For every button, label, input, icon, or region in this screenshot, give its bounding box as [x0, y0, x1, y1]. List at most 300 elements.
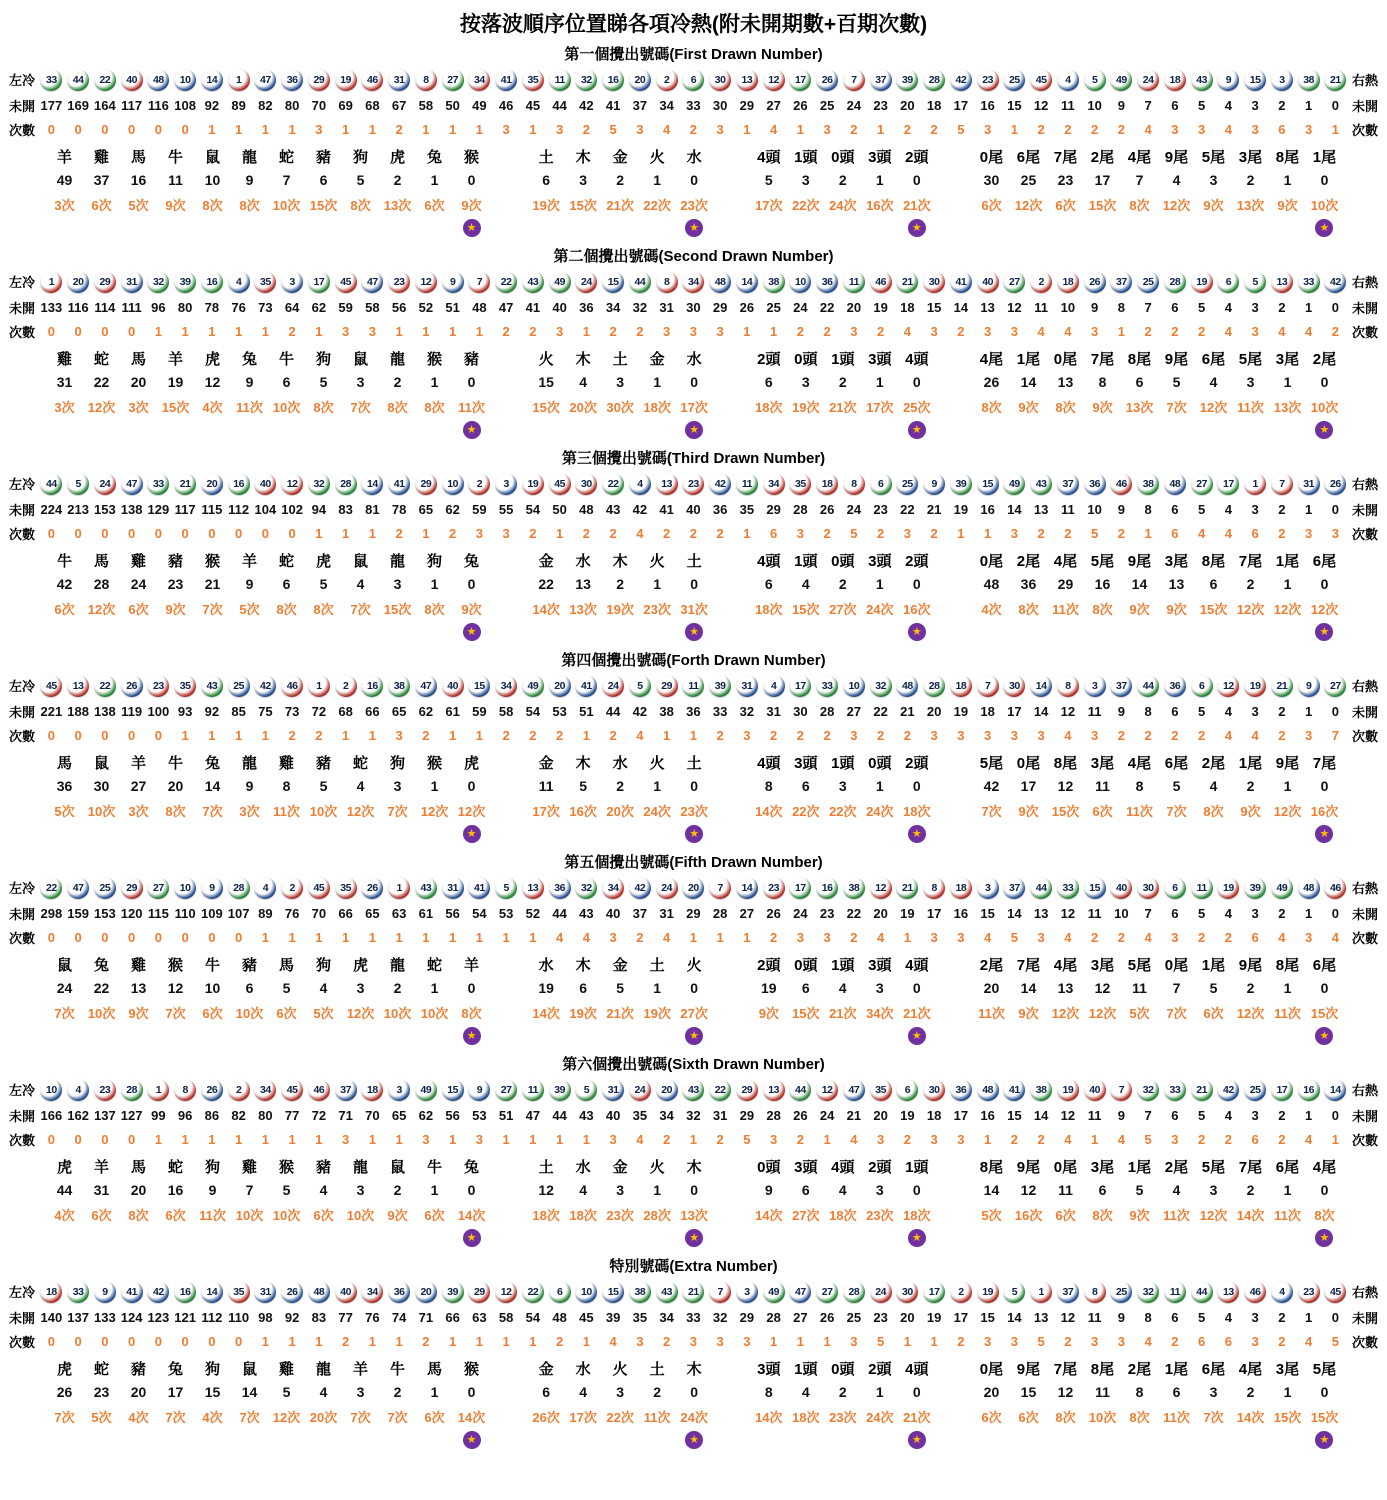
tm-row [0, 117, 1387, 141]
star-icon: ★ [463, 219, 481, 237]
times-count: 1 [181, 727, 189, 743]
not-drawn-count: 29 [686, 905, 701, 921]
not-drawn-count: 102 [281, 501, 303, 517]
not-drawn-count: 6 [1171, 905, 1179, 921]
times-count: 5 [1144, 1131, 1152, 1147]
group-value: 2 [393, 374, 402, 390]
group-times: 9次 [1277, 197, 1298, 213]
group-label: 7尾 [1238, 1158, 1263, 1176]
lottery-ball: 45 [308, 877, 330, 899]
group-label: 3頭 [868, 552, 892, 570]
not-drawn-count: 10 [1114, 905, 1129, 921]
group-value: 0 [912, 576, 921, 592]
not-drawn-count: 30 [793, 703, 808, 719]
not-drawn-count: 54 [472, 905, 487, 921]
not-drawn-count: 22 [873, 703, 888, 719]
not-drawn-count: 72 [311, 703, 327, 719]
not-drawn-count: 11 [1061, 97, 1075, 113]
lottery-ball: 33 [1298, 271, 1320, 293]
lottery-ball: 14 [361, 473, 383, 495]
not-drawn-count: 28 [766, 1107, 781, 1123]
times-count: 3 [1305, 929, 1313, 945]
group-value: 3 [393, 576, 402, 592]
group-value: 4 [579, 1182, 588, 1198]
times-count: 5 [1091, 525, 1099, 541]
times-count: 2 [422, 1333, 430, 1349]
times-count: 2 [1037, 121, 1045, 137]
section-title: 特別號碼(Extra Number) [609, 1258, 778, 1275]
row-label-right: 次數 [1351, 1334, 1378, 1350]
group-label: 4頭 [757, 754, 781, 772]
lottery-ball: 47 [121, 473, 143, 495]
sub-table [0, 1356, 1387, 1452]
not-drawn-count: 133 [94, 1309, 116, 1325]
tm-row [0, 1127, 1387, 1151]
group-value: 7 [282, 172, 291, 188]
group-value: 1 [875, 1384, 884, 1400]
not-drawn-count: 40 [686, 501, 701, 517]
group-label: 羊 [463, 956, 479, 974]
times-count: 4 [1305, 1131, 1313, 1147]
group-label: 鼠 [93, 754, 109, 772]
lottery-ball: 42 [709, 473, 731, 495]
not-drawn-count: 109 [201, 905, 223, 921]
times-count: 1 [288, 121, 296, 137]
lottery-ball: 20 [682, 877, 704, 899]
lottery-ball: 7 [468, 271, 490, 293]
not-drawn-count: 3 [1251, 1309, 1259, 1325]
group-value: 0 [690, 1182, 699, 1198]
times-count: 0 [74, 929, 82, 945]
group-value: 0 [912, 1182, 921, 1198]
group-times: 11次 [1274, 1207, 1301, 1223]
not-drawn-count: 12 [1060, 1107, 1076, 1123]
lottery-ball: 11 [843, 271, 865, 293]
times-count: 4 [609, 1333, 617, 1349]
not-drawn-count: 3 [1251, 501, 1259, 517]
lottery-ball: 43 [682, 1079, 704, 1101]
stat-group [46, 548, 490, 644]
group-label: 1頭 [831, 350, 855, 368]
times-count: 1 [154, 1131, 162, 1147]
group-label: 5尾 [1201, 148, 1226, 166]
group-value: 0 [912, 172, 921, 188]
lottery-ball: 40 [977, 271, 999, 293]
times-count: 4 [556, 929, 564, 945]
times-count: 4 [1278, 929, 1286, 945]
times-count: 4 [903, 323, 911, 339]
times-count: 2 [1117, 727, 1125, 743]
times-count: 2 [1278, 727, 1286, 743]
not-drawn-count: 162 [67, 1107, 89, 1123]
row-label-right: 未開 [1351, 906, 1378, 922]
times-count: 1 [1144, 525, 1152, 541]
group-times: 7次 [202, 601, 223, 617]
group-times: 15次 [532, 399, 560, 415]
times-count: 2 [903, 727, 911, 743]
group-value: 3 [356, 1384, 365, 1400]
group-value: 9 [764, 1182, 773, 1198]
nd-row [0, 699, 1387, 723]
lottery-ball: 7 [843, 69, 865, 91]
group-label: 6尾 [1275, 1158, 1300, 1176]
times-count: 2 [1224, 1131, 1232, 1147]
times-count: 1 [208, 121, 216, 137]
group-label: 羊 [241, 552, 257, 570]
group-times: 8次 [1092, 1207, 1113, 1223]
not-drawn-count: 98 [258, 1309, 273, 1325]
not-drawn-count: 74 [391, 1309, 407, 1325]
times-count: 4 [1064, 1131, 1072, 1147]
not-drawn-count: 89 [258, 905, 273, 921]
times-count: 2 [342, 1333, 350, 1349]
stat-group [750, 548, 935, 644]
lottery-ball: 14 [1030, 675, 1052, 697]
section [0, 43, 1387, 240]
not-drawn-count: 32 [712, 1309, 728, 1325]
group-times: 6次 [54, 601, 75, 617]
times-count: 6 [1251, 525, 1259, 541]
row-label-right: 未開 [1351, 704, 1378, 720]
lottery-ball: 1 [1030, 1281, 1052, 1303]
group-label: 7尾 [1016, 956, 1041, 974]
lottery-ball: 14 [736, 271, 758, 293]
lottery-ball: 5 [1003, 1281, 1025, 1303]
group-times: 19次 [643, 1005, 671, 1021]
lottery-ball: 43 [201, 675, 223, 697]
lottery-ball: 20 [549, 675, 571, 697]
group-label: 5尾 [1238, 350, 1263, 368]
times-count: 2 [1064, 1333, 1072, 1349]
group-label: 7尾 [1238, 552, 1263, 570]
group-label: 1尾 [1275, 552, 1300, 570]
times-count: 1 [288, 929, 296, 945]
stat-group [750, 346, 935, 442]
times-count: 0 [47, 323, 55, 339]
group-label: 7尾 [1053, 148, 1078, 166]
group-value: 11 [538, 778, 554, 794]
times-count: 1 [288, 1131, 296, 1147]
not-drawn-count: 6 [1171, 97, 1179, 113]
lottery-ball: 13 [656, 473, 678, 495]
group-value: 4 [356, 576, 365, 592]
times-count: 1 [823, 1131, 831, 1147]
group-times: 7次 [981, 803, 1002, 819]
not-drawn-count: 224 [40, 501, 63, 517]
group-times: 10次 [272, 197, 301, 213]
section [0, 1255, 1387, 1452]
lottery-ball: 43 [415, 877, 437, 899]
section [0, 649, 1387, 846]
group-label: 豬 [315, 148, 331, 166]
not-drawn-count: 47 [498, 299, 514, 315]
lottery-ball: 11 [1191, 877, 1213, 899]
not-drawn-count: 58 [365, 299, 380, 315]
times-count: 2 [1198, 929, 1206, 945]
group-value: 23 [93, 1384, 110, 1400]
times-count: 1 [743, 525, 751, 541]
right-hot-label: 右熱 [1351, 275, 1378, 290]
times-count: 2 [1198, 323, 1206, 339]
lottery-ball: 46 [308, 1079, 330, 1101]
times-count: 1 [1091, 1131, 1099, 1147]
lottery-ball: 18 [1057, 271, 1079, 293]
lottery-ball: 42 [950, 69, 972, 91]
times-count: 0 [128, 323, 136, 339]
lottery-ball: 25 [1003, 69, 1025, 91]
group-value: 19 [761, 980, 777, 996]
stat-group [46, 750, 490, 846]
times-count: 3 [1037, 727, 1045, 743]
times-count: 4 [1064, 929, 1072, 945]
right-hot-label: 右熱 [1351, 679, 1378, 694]
times-count: 3 [1091, 323, 1099, 339]
lottery-ball: 40 [254, 473, 276, 495]
lottery-ball: 47 [361, 271, 383, 293]
group-value: 2 [1246, 1182, 1255, 1198]
lottery-ball: 47 [67, 877, 89, 899]
not-drawn-count: 137 [94, 1107, 116, 1123]
times-count: 1 [315, 323, 323, 339]
group-value: 5 [319, 778, 328, 794]
lottery-ball: 30 [709, 69, 731, 91]
times-count: 3 [984, 727, 992, 743]
not-drawn-count: 62 [445, 501, 460, 517]
group-label: 羊 [130, 754, 146, 772]
times-count: 3 [1010, 525, 1018, 541]
group-label: 1尾 [1016, 350, 1041, 368]
not-drawn-count: 121 [174, 1309, 196, 1325]
lottery-ball: 47 [254, 69, 276, 91]
group-times: 21次 [829, 399, 857, 415]
group-times: 23次 [606, 1207, 634, 1223]
right-hot-label: 右熱 [1351, 73, 1378, 88]
group-times: 11次 [1274, 1005, 1301, 1021]
times-count: 2 [1171, 323, 1179, 339]
times-count: 1 [743, 323, 751, 339]
not-drawn-count: 26 [739, 299, 755, 315]
right-hot-label: 右熱 [1351, 881, 1378, 896]
not-drawn-count: 24 [846, 501, 862, 517]
group-times: 7次 [350, 601, 371, 617]
row-label-left: 未開 [8, 1310, 35, 1326]
group-label: 豬 [463, 350, 479, 368]
group-times: 18次 [903, 803, 931, 819]
times-count: 0 [47, 525, 55, 541]
not-drawn-count: 42 [579, 97, 594, 113]
lottery-ball: 44 [1030, 877, 1052, 899]
group-times: 13次 [1273, 399, 1302, 415]
times-count: 2 [1198, 727, 1206, 743]
group-value: 0 [912, 1384, 921, 1400]
times-count: 2 [1064, 525, 1072, 541]
lottery-ball: 8 [656, 271, 678, 293]
group-value: 2 [1246, 778, 1255, 794]
group-label: 蛇 [278, 552, 294, 570]
times-count: 3 [609, 929, 617, 945]
group-label: 鼠 [352, 350, 368, 368]
stat-group [46, 346, 490, 442]
lottery-ball: 19 [1217, 877, 1239, 899]
group-times: 14次 [1236, 1409, 1265, 1425]
group-times: 14次 [457, 1409, 486, 1425]
times-count: 1 [395, 1333, 403, 1349]
section [0, 1053, 1387, 1250]
lottery-ball: 20 [67, 271, 89, 293]
not-drawn-count: 80 [258, 1107, 273, 1123]
not-drawn-count: 17 [926, 905, 942, 921]
not-drawn-count: 45 [525, 97, 541, 113]
not-drawn-count: 77 [338, 1309, 353, 1325]
lottery-ball: 30 [896, 1281, 918, 1303]
times-count: 1 [422, 929, 430, 945]
not-drawn-count: 4 [1224, 1107, 1232, 1123]
lottery-ball: 27 [1003, 271, 1025, 293]
times-count: 2 [1144, 727, 1152, 743]
lottery-ball: 30 [923, 1079, 945, 1101]
row-label-right: 次數 [1351, 324, 1378, 340]
group-times: 4次 [54, 1207, 75, 1223]
times-count: 1 [743, 121, 751, 137]
lottery-ball: 16 [1298, 1079, 1320, 1101]
group-value: 4 [1172, 1182, 1181, 1198]
times-count: 2 [850, 121, 858, 137]
group-label: 3頭 [757, 1360, 781, 1378]
not-drawn-count: 5 [1198, 905, 1206, 921]
not-drawn-count: 19 [926, 1309, 942, 1325]
group-label: 豬 [167, 552, 183, 570]
lottery-ball: 34 [468, 69, 490, 91]
not-drawn-count: 73 [284, 703, 300, 719]
group-value: 4 [579, 1384, 588, 1400]
group-value: 6 [764, 576, 773, 592]
group-label: 3尾 [1275, 350, 1300, 368]
times-count: 1 [716, 929, 724, 945]
times-count: 1 [1331, 121, 1339, 137]
times-count: 1 [261, 929, 269, 945]
not-drawn-count: 94 [311, 501, 327, 517]
group-times: 16次 [1014, 1207, 1043, 1223]
group-times: 9次 [461, 601, 482, 617]
group-label: 5尾 [1201, 1158, 1226, 1176]
lottery-ball: 33 [816, 675, 838, 697]
times-count: 0 [101, 727, 109, 743]
times-count: 3 [877, 1131, 885, 1147]
lottery-ball: 12 [281, 473, 303, 495]
group-value: 0 [1320, 172, 1329, 188]
lottery-ball: 47 [789, 1281, 811, 1303]
times-count: 2 [609, 727, 617, 743]
times-count: 2 [502, 727, 510, 743]
lottery-ball: 9 [94, 1281, 116, 1303]
group-times: 19次 [532, 197, 560, 213]
not-drawn-count: 43 [579, 1107, 594, 1123]
group-times: 12次 [1162, 197, 1191, 213]
not-drawn-count: 40 [552, 299, 567, 315]
group-label: 5尾 [979, 754, 1004, 772]
group-label: 龍 [241, 754, 257, 772]
group-value: 1 [430, 1384, 439, 1400]
not-drawn-count: 70 [311, 97, 327, 113]
row-label-left: 未開 [8, 906, 35, 922]
group-value: 4 [319, 980, 328, 996]
group-label: 金 [538, 552, 554, 570]
not-drawn-count: 38 [659, 703, 674, 719]
times-count: 3 [716, 1333, 724, 1349]
group-times: 15次 [1199, 601, 1228, 617]
not-drawn-count: 22 [846, 905, 862, 921]
not-drawn-count: 14 [1007, 905, 1022, 921]
lottery-ball: 18 [816, 473, 838, 495]
group-times: 10次 [87, 803, 116, 819]
not-drawn-count: 11 [1087, 905, 1102, 921]
times-count: 1 [903, 1333, 911, 1349]
lottery-ball: 15 [468, 675, 490, 697]
group-times: 8次 [165, 803, 186, 819]
lottery-ball: 28 [923, 69, 945, 91]
not-drawn-count: 32 [686, 1107, 701, 1123]
group-value: 12 [1094, 980, 1111, 996]
group-label: 兔 [204, 754, 220, 772]
not-drawn-count: 11 [1087, 1107, 1102, 1123]
not-drawn-count: 59 [472, 501, 487, 517]
group-value: 2 [838, 576, 847, 592]
star-icon: ★ [908, 1027, 926, 1045]
group-times: 8次 [313, 601, 334, 617]
times-count: 2 [395, 121, 403, 137]
group-times: 12次 [420, 803, 449, 819]
group-times: 10次 [272, 399, 301, 415]
lottery-ball: 31 [736, 675, 758, 697]
group-label: 猴 [204, 552, 220, 570]
lottery-ball: 46 [870, 271, 892, 293]
group-label: 2頭 [868, 1360, 892, 1378]
stat-group [973, 346, 1343, 442]
times-count: 1 [1117, 323, 1125, 339]
group-value: 13 [575, 576, 591, 592]
group-label: 1尾 [1201, 956, 1226, 974]
not-drawn-count: 56 [445, 905, 460, 921]
group-value: 1 [430, 172, 439, 188]
lottery-ball: 42 [147, 1281, 169, 1303]
lottery-ball: 39 [950, 473, 972, 495]
group-value: 3 [356, 1182, 365, 1198]
row-label-left: 次數 [8, 728, 35, 744]
lottery-ball: 26 [816, 69, 838, 91]
group-times: 23次 [643, 601, 671, 617]
lottery-ball: 46 [281, 675, 303, 697]
times-count: 0 [128, 525, 136, 541]
stat-group [528, 750, 713, 846]
lottery-ball: 29 [94, 271, 116, 293]
group-times: 10次 [309, 803, 338, 819]
not-drawn-count: 11 [1087, 1309, 1102, 1325]
ball-row [0, 66, 1387, 93]
not-drawn-count: 80 [284, 97, 300, 113]
group-times: 6次 [165, 1207, 186, 1223]
group-times: 12次 [272, 1409, 301, 1425]
group-label: 虎 [56, 1158, 72, 1176]
group-label: 1尾 [1164, 1360, 1189, 1378]
lottery-ball: 15 [977, 473, 999, 495]
group-times: 25次 [903, 399, 931, 415]
group-value: 9 [245, 172, 254, 188]
times-count: 2 [449, 525, 457, 541]
times-count: 2 [1117, 525, 1125, 541]
group-times: 9次 [1018, 803, 1039, 819]
not-drawn-count: 0 [1331, 97, 1339, 113]
group-value: 2 [616, 778, 625, 794]
